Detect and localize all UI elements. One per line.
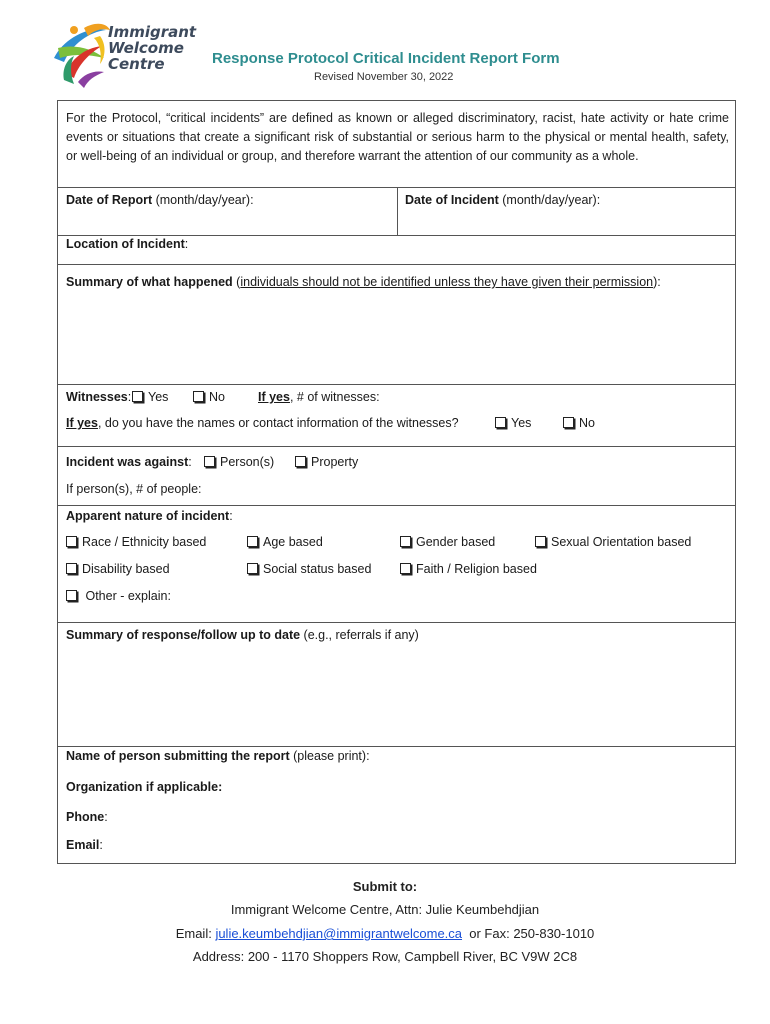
checkbox-icon <box>295 456 306 467</box>
submit-contact: Email: julie.keumbehdjian@immigrantwelcome.ca or Fax: 250-830-1010 <box>175 926 595 941</box>
divider <box>58 384 735 385</box>
gender-checkbox[interactable]: Gender based <box>400 534 495 550</box>
sexual-orientation-checkbox[interactable]: Sexual Orientation based <box>535 534 691 550</box>
social-status-checkbox[interactable]: Social status based <box>247 561 371 577</box>
incident-against-label: Incident was against: <box>66 455 192 469</box>
witnesses-label: Witnesses: <box>66 390 132 404</box>
logo-line-2: Welcome <box>108 39 184 57</box>
organization-label[interactable]: Organization if applicable: <box>66 780 223 794</box>
location-label[interactable]: Location of Incident: <box>66 237 189 251</box>
logo-wordmark <box>108 24 196 72</box>
email-label[interactable]: Email: <box>66 838 103 852</box>
submit-address: Address: 200 - 1170 Shoppers Row, Campbell River, BC V9W 2C8 <box>192 949 578 964</box>
submit-recipient: Immigrant Welcome Centre, Attn: Julie Keumbehdjian <box>230 902 540 917</box>
form-title: Response Protocol Critical Incident Report Form <box>212 50 560 67</box>
response-summary-label[interactable]: Summary of response/follow up to date (e.g., referrals if any) <box>66 628 419 642</box>
checkbox-icon <box>400 536 411 547</box>
checkbox-icon <box>400 563 411 574</box>
other-checkbox[interactable]: Other - explain: <box>66 588 171 604</box>
submit-title: Submit to: <box>352 879 418 894</box>
logo-mark-icon <box>54 24 110 88</box>
divider <box>397 187 398 235</box>
divider <box>58 505 735 506</box>
checkbox-icon <box>247 563 258 574</box>
submitter-name-label[interactable]: Name of person submitting the report (please print): <box>66 749 370 763</box>
checkbox-icon <box>247 536 258 547</box>
intro-paragraph: For the Protocol, “critical incidents” are defined as known or alleged discriminatory, racist, hate activity or hate crime events or situations that create a significant risk of substantial or serious harm to the physical or mental health, safety, or well-being of an individual or group, and therefore warrant the attention of our community as a whole. <box>66 111 729 163</box>
checkbox-icon <box>204 456 215 467</box>
divider <box>58 264 735 265</box>
checkbox-icon <box>535 536 546 547</box>
property-checkbox[interactable]: Property <box>295 454 358 470</box>
email-link[interactable]: julie.keumbehdjian@immigrantwelcome.ca <box>215 926 463 941</box>
phone-label[interactable]: Phone: <box>66 810 108 824</box>
summary-label[interactable]: Summary of what happened (individuals should not be identified unless they have given their permission): <box>66 275 661 289</box>
checkbox-icon <box>132 391 143 402</box>
num-witnesses-label[interactable]: If yes, # of witnesses: <box>258 390 380 404</box>
date-of-report-label[interactable]: Date of Report (month/day/year): <box>66 193 254 207</box>
checkbox-icon <box>495 417 506 428</box>
divider <box>58 622 735 623</box>
checkbox-icon <box>66 536 77 547</box>
age-checkbox[interactable]: Age based <box>247 534 323 550</box>
witnesses-no-checkbox[interactable]: No <box>193 389 225 405</box>
witnesses-yes-checkbox[interactable]: Yes <box>132 389 168 405</box>
incident-nature-label: Apparent nature of incident: <box>66 509 233 523</box>
race-checkbox[interactable]: Race / Ethnicity based <box>66 534 206 550</box>
divider <box>58 746 735 747</box>
persons-checkbox[interactable]: Person(s) <box>204 454 274 470</box>
checkbox-icon <box>66 590 77 601</box>
num-people-label[interactable]: If person(s), # of people: <box>66 482 202 496</box>
faith-checkbox[interactable]: Faith / Religion based <box>400 561 537 577</box>
divider <box>58 446 735 447</box>
checkbox-icon <box>193 391 204 402</box>
disability-checkbox[interactable]: Disability based <box>66 561 170 577</box>
contact-yes-checkbox[interactable]: Yes <box>495 415 531 431</box>
logo-line-1: Immigrant <box>108 23 197 41</box>
logo-line-3: Centre <box>108 55 165 73</box>
witness-contact-question: If yes, do you have the names or contact information of the witnesses? <box>66 416 459 430</box>
date-of-incident-label[interactable]: Date of Incident (month/day/year): <box>405 193 601 207</box>
report-form <box>57 100 736 864</box>
revised-date: Revised November 30, 2022 <box>314 71 454 83</box>
checkbox-icon <box>563 417 574 428</box>
contact-no-checkbox[interactable]: No <box>563 415 595 431</box>
checkbox-icon <box>66 563 77 574</box>
